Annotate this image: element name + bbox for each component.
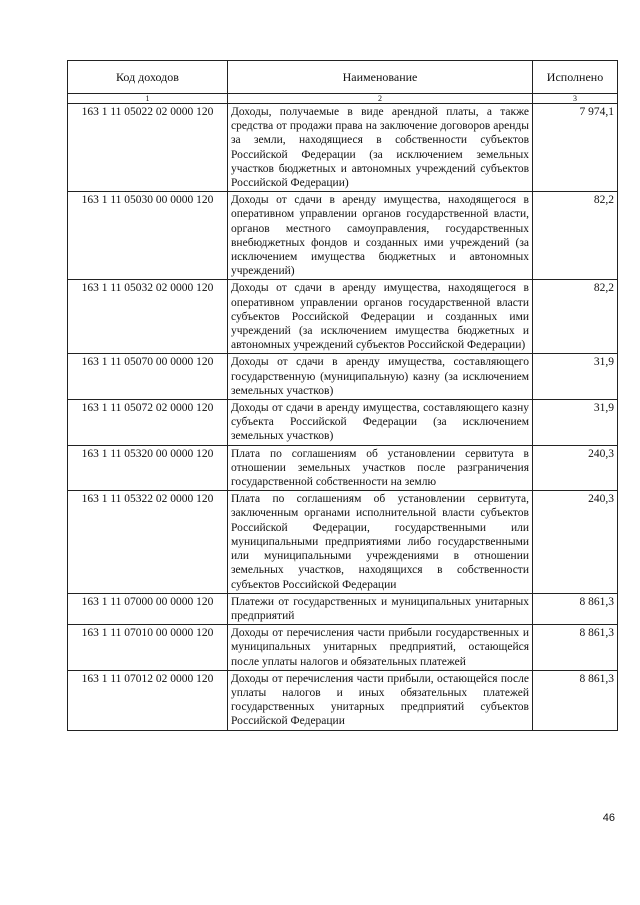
header-amount: Исполнено	[533, 61, 618, 94]
column-number-row	[68, 94, 618, 104]
table-row	[68, 192, 618, 280]
table-row	[68, 400, 618, 446]
revenue-code: 163 1 11 07010 00 0000 120	[68, 625, 228, 671]
column-number-2: 2	[228, 94, 533, 104]
header-row	[68, 61, 618, 94]
table-row	[68, 491, 618, 593]
column-number-3: 3	[533, 94, 618, 104]
revenue-name: Плата по соглашениям об установлении сервитута в отношении земельных участков после разграничения государственной собственности на землю	[228, 445, 533, 491]
revenue-amount: 82,2	[533, 192, 618, 280]
revenue-amount: 31,9	[533, 354, 618, 400]
revenue-amount: 31,9	[533, 400, 618, 446]
revenue-name: Доходы от перечисления части прибыли, остающейся после уплаты налогов и иных обязательных платежей государственных унитарных предприятий субъектов Российской Федерации	[228, 670, 533, 730]
revenue-name: Доходы от сдачи в аренду имущества, составляющего казну субъекта Российской Федерации (за исключением земельных участков)	[228, 400, 533, 446]
table-row	[68, 280, 618, 354]
revenue-name: Доходы от сдачи в аренду имущества, составляющего государственную (муниципальную) казну (за исключением земельных участков)	[228, 354, 533, 400]
revenue-name: Доходы от сдачи в аренду имущества, находящегося в оперативном управлении органов государственной власти, органов местного самоуправления, государственных внебюджетных фондов и созданных ими учреждений (за исключением имущества бюджетных и автономных учреждений)	[228, 192, 533, 280]
table-row	[68, 445, 618, 491]
revenue-name: Платежи от государственных и муниципальных унитарных предприятий	[228, 593, 533, 624]
revenue-code: 163 1 11 07012 02 0000 120	[68, 670, 228, 730]
revenue-code: 163 1 11 05320 00 0000 120	[68, 445, 228, 491]
table-row	[68, 104, 618, 192]
revenue-amount: 240,3	[533, 491, 618, 593]
revenue-code: 163 1 11 05322 02 0000 120	[68, 491, 228, 593]
revenue-name: Доходы от перечисления части прибыли государственных и муниципальных унитарных предприятий, остающейся после уплаты налогов и обязательных платежей	[228, 625, 533, 671]
revenue-amount: 8 861,3	[533, 625, 618, 671]
table-row	[68, 625, 618, 671]
revenue-code: 163 1 11 05032 02 0000 120	[68, 280, 228, 354]
table-row	[68, 670, 618, 730]
header-code: Код доходов	[68, 61, 228, 94]
revenue-code: 163 1 11 05072 02 0000 120	[68, 400, 228, 446]
revenue-amount: 7 974,1	[533, 104, 618, 192]
table-row	[68, 593, 618, 624]
revenue-code: 163 1 11 05030 00 0000 120	[68, 192, 228, 280]
revenue-amount: 8 861,3	[533, 593, 618, 624]
revenue-amount: 240,3	[533, 445, 618, 491]
revenue-name: Плата по соглашениям об установлении сервитута, заключенным органами исполнительной власти субъектов Российской Федерации, государственными или муниципальными предприятиями либо государственными или муниципальными учреждениями в отношении земельных участков, находящихся в собственности субъектов Российской Федерации	[228, 491, 533, 593]
revenue-code: 163 1 11 07000 00 0000 120	[68, 593, 228, 624]
column-number-1: 1	[68, 94, 228, 104]
revenue-code: 163 1 11 05070 00 0000 120	[68, 354, 228, 400]
revenue-code: 163 1 11 05022 02 0000 120	[68, 104, 228, 192]
revenue-table	[67, 60, 618, 731]
header-name: Наименование	[228, 61, 533, 94]
revenue-name: Доходы от сдачи в аренду имущества, находящегося в оперативном управлении органов государственной власти субъектов Российской Федерации и созданных ими учреждений (за исключением имущества бюджетных и автономных учреждений субъектов Российской Федерации)	[228, 280, 533, 354]
revenue-name: Доходы, получаемые в виде арендной платы, а также средства от продажи права на заключение договоров аренды за земли, находящиеся в собственности субъектов Российской Федерации (за исключением земельных участков бюджетных и автономных учреждений субъектов Российской Федерации)	[228, 104, 533, 192]
page-number: 46	[602, 812, 615, 824]
revenue-amount: 82,2	[533, 280, 618, 354]
revenue-amount: 8 861,3	[533, 670, 618, 730]
table-row	[68, 354, 618, 400]
